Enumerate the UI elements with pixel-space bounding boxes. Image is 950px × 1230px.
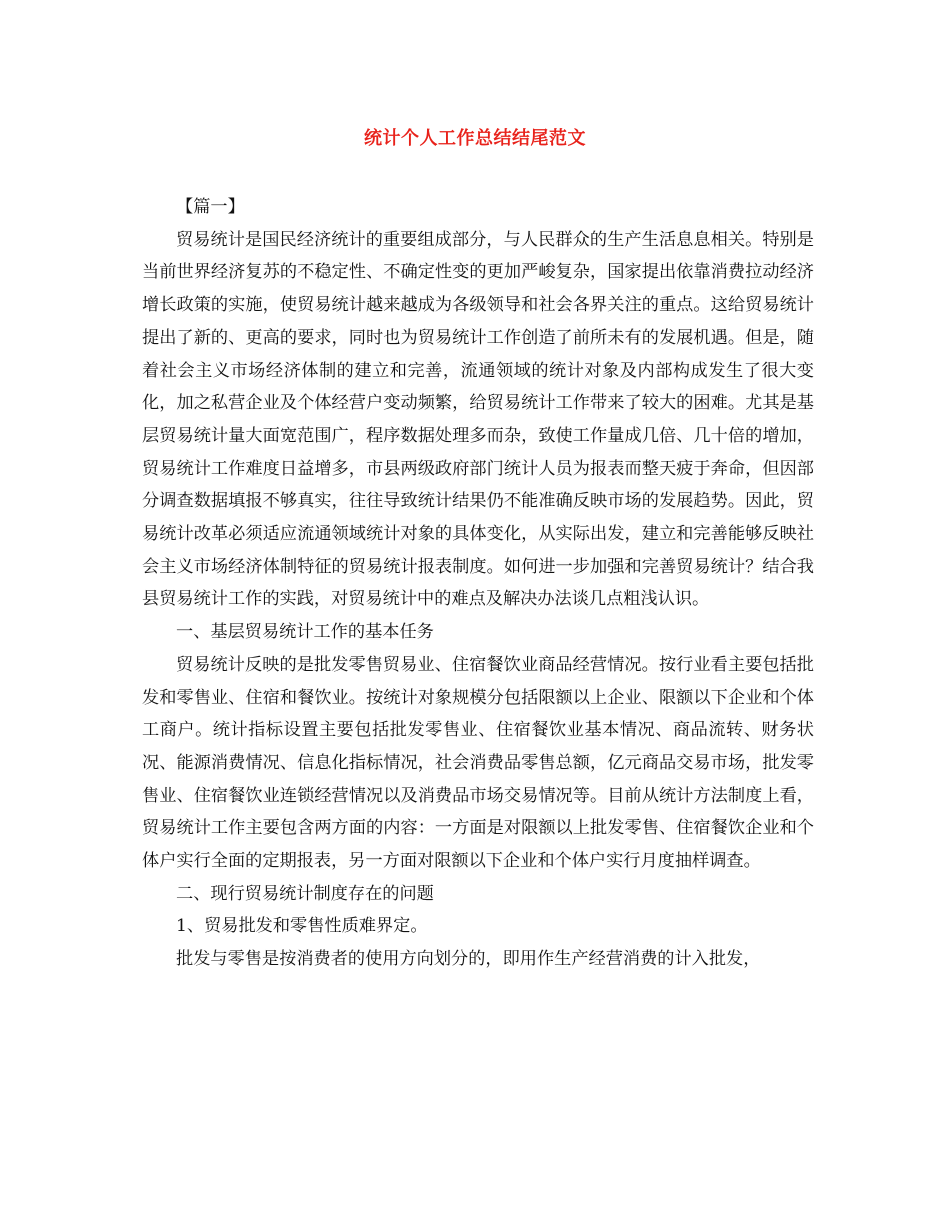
document-body xyxy=(142,191,814,976)
document-title: 统计个人工作总结结尾范文 xyxy=(364,128,586,149)
paragraph-basic-tasks: 贸易统计反映的是批发零售贸易业、住宿餐饮业商品经营情况。按行业看主要包括批发和零售业、住宿和餐饮业。按统计对象规模分包括限额以上企业、限额以下企业和个体工商户。统计指标设置主要包括批发零售业、住宿餐饮业基本情况、商品流转、财务状况、能源消费情况、信息化指标情况，社会消费品零售总额，亿元商品交易市场，批发零售业、住宿餐饮业连锁经营情况以及消费品市场交易情况等。目前从统计方法制度上看，贸易统计工作主要包含两方面的内容：一方面是对限额以上批发零售、住宿餐饮企业和个体户实行全面的定期报表，另一方面对限额以下企业和个体户实行月度抽样调查。 xyxy=(142,654,814,872)
part-label: 【篇一】 xyxy=(176,197,245,217)
subheading-problem-1: 1、贸易批发和零售性质难界定。 xyxy=(176,916,428,937)
heading-basic-tasks: 一、基层贸易统计工作的基本任务 xyxy=(176,622,434,643)
paragraph-intro: 贸易统计是国民经济统计的重要组成部分，与人民群众的生产生活息息相关。特别是当前世界经济复苏的不稳定性、不确定性变的更加严峻复杂，国家提出依靠消费拉动经济增长政策的实施，使贸易统计越来越成为各级领导和社会各界关注的重点。这给贸易统计提出了新的、更高的要求，同时也为贸易统计工作创造了前所未有的发展机遇。但是，随着社会主义市场经济体制的建立和完善，流通领域的统计对象及内部构成发生了很大变化，加之私营企业及个体经营户变动频繁，给贸易统计工作带来了较大的困难。尤其是基层贸易统计量大面宽范围广，程序数据处理多而杂，致使工作量成几倍、几十倍的增加，贸易统计工作难度日益增多，市县两级政府部门统计人员为报表而整天疲于奔命，但因部分调查数据填报不够真实，往往导致统计结果仍不能准确反映市场的发展趋势。因此，贸易统计改革必须适应流通领域统计对象的具体变化，从实际出发，建立和完善能够反映社会主义市场经济体制特征的贸易统计报表制度。如何进一步加强和完善贸易统计？结合我县贸易统计工作的实践，对贸易统计中的难点及解决办法谈几点粗浅认识。 xyxy=(142,229,814,610)
paragraph-wholesale-retail: 批发与零售是按消费者的使用方向划分的，即用作生产经营消费的计入批发， xyxy=(176,949,761,970)
heading-problems: 二、现行贸易统计制度存在的问题 xyxy=(176,883,434,904)
